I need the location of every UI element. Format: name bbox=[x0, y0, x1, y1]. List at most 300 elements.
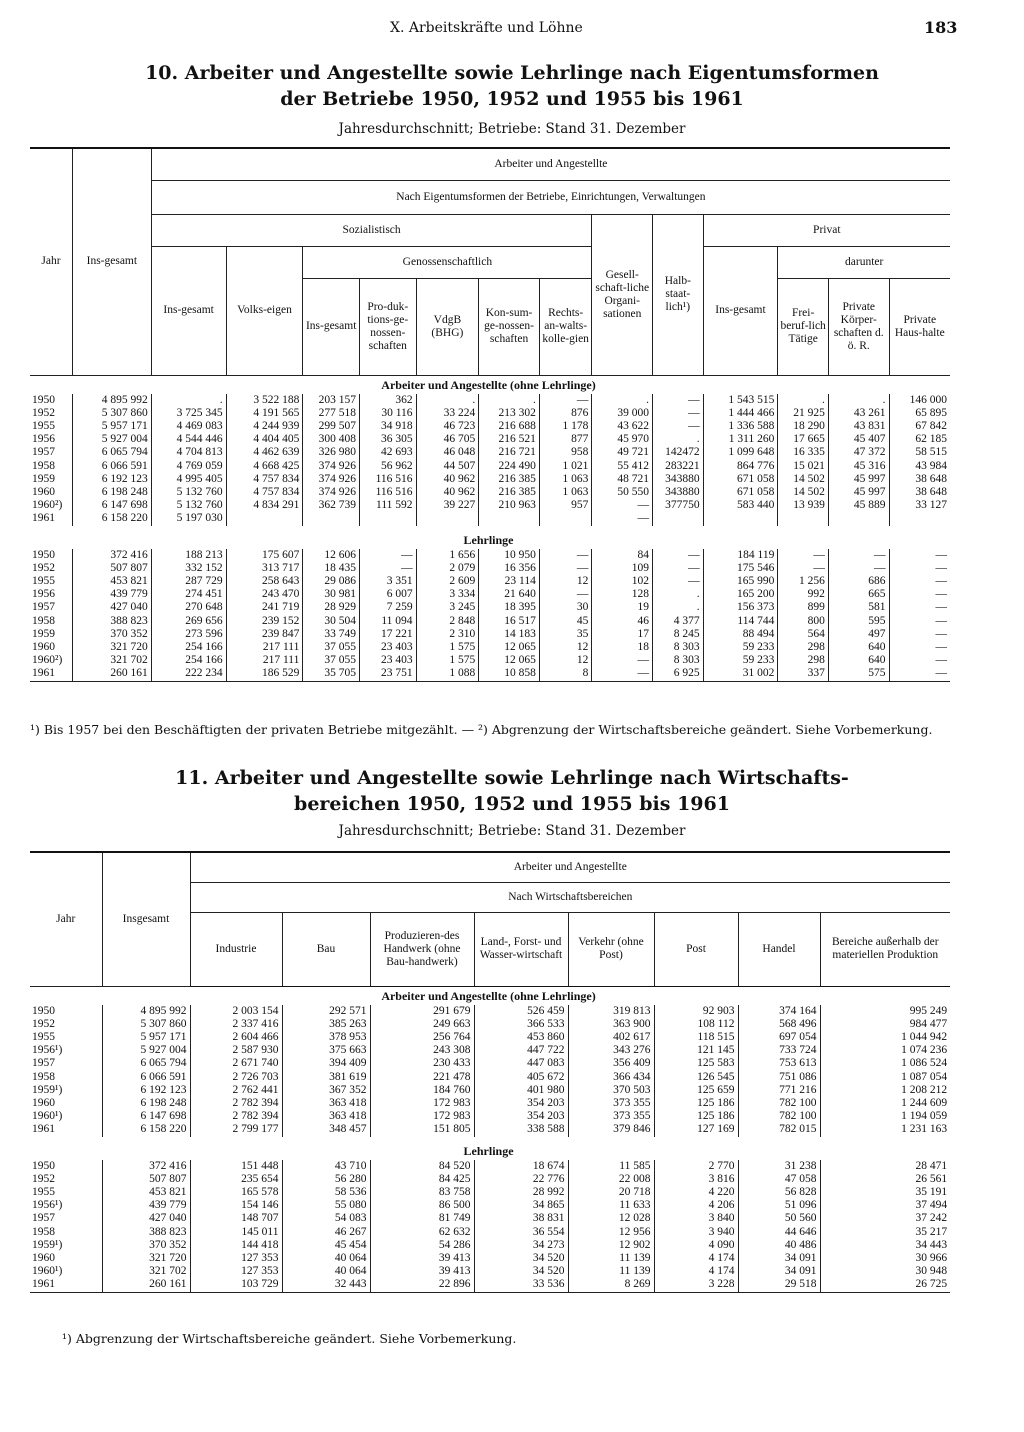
value-cell: 172 983 bbox=[370, 1110, 474, 1123]
value-cell: 21 640 bbox=[479, 588, 540, 601]
value-cell: 14 502 bbox=[778, 473, 829, 486]
value-cell bbox=[359, 512, 416, 525]
value-cell: 67 842 bbox=[889, 420, 950, 433]
year-cell: 1956¹) bbox=[32, 1044, 63, 1057]
value-cell: 33 749 bbox=[303, 628, 360, 641]
value-cell: 447 722 bbox=[474, 1044, 568, 1057]
col-soz-insgesamt: Ins-gesamt bbox=[151, 246, 226, 375]
value-cell: — bbox=[592, 654, 653, 667]
value-cell: 239 847 bbox=[226, 628, 303, 641]
value-cell: — bbox=[889, 601, 950, 614]
value-cell: 2 799 177 bbox=[190, 1123, 282, 1136]
year-cell: 1960 bbox=[32, 1096, 55, 1109]
value-cell: 4 462 639 bbox=[226, 446, 303, 459]
section-label: Arbeiter und Angestellte (ohne Lehrlinge) bbox=[381, 377, 596, 392]
value-cell: 4 469 083 bbox=[151, 420, 226, 433]
section-heading bbox=[30, 986, 950, 1005]
value-cell: 4 704 813 bbox=[151, 446, 226, 459]
value-cell: 36 554 bbox=[474, 1226, 568, 1239]
group-privat: Privat bbox=[703, 214, 950, 246]
value-cell: 84 425 bbox=[370, 1173, 474, 1186]
value-cell: 30 504 bbox=[303, 615, 360, 628]
table-row bbox=[30, 1278, 950, 1292]
value-cell: 427 040 bbox=[72, 601, 151, 614]
value-cell: 782 015 bbox=[738, 1123, 820, 1136]
value-cell: 507 807 bbox=[72, 562, 151, 575]
value-cell: 374 926 bbox=[303, 473, 360, 486]
value-cell: 5 307 860 bbox=[72, 407, 151, 420]
table-row bbox=[30, 667, 950, 681]
section-label: Lehrlinge bbox=[463, 1143, 514, 1158]
value-cell: 38 831 bbox=[474, 1212, 568, 1225]
value-cell: 45 407 bbox=[828, 433, 889, 446]
table11-title-line1: 11. Arbeiter und Angestellte sowie Lehrlinge nach Wirtschafts- bbox=[175, 767, 849, 789]
value-cell: 3 351 bbox=[359, 575, 416, 588]
value-cell: 8 303 bbox=[653, 654, 704, 667]
value-cell: 388 823 bbox=[72, 615, 151, 628]
section-heading bbox=[30, 375, 950, 394]
value-cell: 127 353 bbox=[190, 1265, 282, 1278]
year-cell: 1958 bbox=[32, 1225, 55, 1238]
value-cell: 92 903 bbox=[654, 1005, 738, 1018]
value-cell bbox=[889, 512, 950, 525]
value-cell: 37 055 bbox=[303, 641, 360, 654]
value-cell: 751 086 bbox=[738, 1071, 820, 1084]
value-cell: 59 233 bbox=[703, 654, 778, 667]
value-cell: 39 000 bbox=[592, 407, 653, 420]
value-cell: 10 950 bbox=[479, 549, 540, 562]
year-cell: 1960²) bbox=[32, 499, 63, 512]
value-cell: 239 152 bbox=[226, 615, 303, 628]
section-label: Lehrlinge bbox=[463, 532, 514, 547]
value-cell: 4 244 939 bbox=[226, 420, 303, 433]
value-cell: 507 807 bbox=[102, 1173, 190, 1186]
value-cell: 298 bbox=[778, 654, 829, 667]
year-cell: 1955 bbox=[32, 1185, 55, 1198]
value-cell: — bbox=[539, 588, 592, 601]
value-cell: 273 596 bbox=[151, 628, 226, 641]
table11-head bbox=[30, 852, 950, 986]
value-cell: 40 064 bbox=[282, 1252, 370, 1265]
value-cell: 125 659 bbox=[654, 1084, 738, 1097]
value-cell: 59 233 bbox=[703, 641, 778, 654]
value-cell: 47 372 bbox=[828, 446, 889, 459]
value-cell: 899 bbox=[778, 601, 829, 614]
table10-title bbox=[60, 60, 964, 112]
value-cell: — bbox=[592, 667, 653, 681]
value-cell: 782 100 bbox=[738, 1110, 820, 1123]
value-cell: 1 063 bbox=[539, 486, 592, 499]
value-cell: 5 132 760 bbox=[151, 499, 226, 512]
value-cell: 366 434 bbox=[568, 1071, 654, 1084]
value-cell: 49 721 bbox=[592, 446, 653, 459]
value-cell: . bbox=[592, 394, 653, 407]
value-cell: 13 939 bbox=[778, 499, 829, 512]
value-cell: 287 729 bbox=[151, 575, 226, 588]
value-cell: 28 992 bbox=[474, 1186, 568, 1199]
group-sozialistisch: Sozialistisch bbox=[151, 214, 592, 246]
value-cell: 4 220 bbox=[654, 1186, 738, 1199]
value-cell: 375 663 bbox=[282, 1044, 370, 1057]
value-cell: 213 302 bbox=[479, 407, 540, 420]
value-cell: 14 502 bbox=[778, 486, 829, 499]
col-freiberuflich: Frei-beruf-lich Tätige bbox=[778, 278, 829, 375]
year-cell: 1950 bbox=[32, 1004, 55, 1017]
value-cell: . bbox=[479, 394, 540, 407]
value-cell: 111 592 bbox=[359, 499, 416, 512]
value-cell: 343880 bbox=[653, 473, 704, 486]
year-cell: 1956 bbox=[32, 588, 55, 601]
value-cell: 10 858 bbox=[479, 667, 540, 681]
value-cell: 753 613 bbox=[738, 1057, 820, 1070]
table10-body bbox=[30, 375, 950, 681]
value-cell: 984 477 bbox=[820, 1018, 950, 1031]
value-cell: 4 757 834 bbox=[226, 473, 303, 486]
value-cell: 2 003 154 bbox=[190, 1005, 282, 1018]
value-cell: 526 459 bbox=[474, 1005, 568, 1018]
value-cell: 54 286 bbox=[370, 1239, 474, 1252]
value-cell: 34 273 bbox=[474, 1239, 568, 1252]
value-cell: 125 186 bbox=[654, 1110, 738, 1123]
col-haushalte: Private Haus-halte bbox=[889, 278, 950, 375]
table10-title-line1: 10. Arbeiter und Angestellte sowie Lehrlinge nach Eigentumsformen bbox=[145, 62, 879, 84]
value-cell: 11 633 bbox=[568, 1199, 654, 1212]
value-cell: — bbox=[828, 562, 889, 575]
year-cell: 1959¹) bbox=[32, 1238, 63, 1251]
value-cell: 65 895 bbox=[889, 407, 950, 420]
table-row bbox=[30, 1084, 950, 1097]
value-cell: 30 966 bbox=[820, 1252, 950, 1265]
table-row bbox=[30, 575, 950, 588]
table-row bbox=[30, 1057, 950, 1070]
year-cell: 1950 bbox=[32, 1159, 55, 1172]
value-cell: 125 186 bbox=[654, 1097, 738, 1110]
table-row bbox=[30, 1226, 950, 1239]
value-cell: 733 724 bbox=[738, 1044, 820, 1057]
value-cell: 151 448 bbox=[190, 1160, 282, 1173]
value-cell: 1 543 515 bbox=[703, 394, 778, 407]
value-cell: 995 249 bbox=[820, 1005, 950, 1018]
value-cell: 39 413 bbox=[370, 1252, 474, 1265]
value-cell: 18 290 bbox=[778, 420, 829, 433]
value-cell: 39 413 bbox=[370, 1265, 474, 1278]
table-row bbox=[30, 394, 950, 407]
table-row bbox=[30, 601, 950, 614]
section-heading bbox=[30, 1142, 950, 1160]
value-cell: . bbox=[778, 394, 829, 407]
value-cell: 439 779 bbox=[102, 1199, 190, 1212]
value-cell: . bbox=[653, 601, 704, 614]
value-cell: 216 521 bbox=[479, 433, 540, 446]
table-row bbox=[30, 420, 950, 433]
value-cell: — bbox=[828, 549, 889, 562]
value-cell: 32 443 bbox=[282, 1278, 370, 1292]
value-cell: 88 494 bbox=[703, 628, 778, 641]
value-cell: 50 550 bbox=[592, 486, 653, 499]
value-cell: 184 119 bbox=[703, 549, 778, 562]
col-koerperschaften: Private Körper-schaften d. ö. R. bbox=[828, 278, 889, 375]
value-cell: 374 164 bbox=[738, 1005, 820, 1018]
value-cell: 4 174 bbox=[654, 1265, 738, 1278]
value-cell: 18 395 bbox=[479, 601, 540, 614]
value-cell: 18 435 bbox=[303, 562, 360, 575]
value-cell: 12 bbox=[539, 641, 592, 654]
value-cell: 260 161 bbox=[102, 1278, 190, 1292]
value-cell: 1 231 163 bbox=[820, 1123, 950, 1136]
table-row bbox=[30, 562, 950, 575]
value-cell: 15 021 bbox=[778, 460, 829, 473]
year-cell: 1958 bbox=[32, 1070, 55, 1083]
value-cell: 1 311 260 bbox=[703, 433, 778, 446]
value-cell: 121 145 bbox=[654, 1044, 738, 1057]
value-cell: 378 953 bbox=[282, 1031, 370, 1044]
group-arbeiter-angestellte: Arbeiter und Angestellte bbox=[151, 148, 950, 180]
year-cell: 1961 bbox=[30, 1278, 102, 1292]
value-cell: 5 197 030 bbox=[151, 512, 226, 525]
value-cell: 55 080 bbox=[282, 1199, 370, 1212]
value-cell: 45 997 bbox=[828, 486, 889, 499]
value-cell bbox=[303, 512, 360, 525]
value-cell: 3 245 bbox=[416, 601, 479, 614]
value-cell: 30 981 bbox=[303, 588, 360, 601]
value-cell: 216 385 bbox=[479, 473, 540, 486]
value-cell: 1 256 bbox=[778, 575, 829, 588]
value-cell: 127 353 bbox=[190, 1252, 282, 1265]
value-cell: . bbox=[653, 588, 704, 601]
value-cell: 583 440 bbox=[703, 499, 778, 512]
table-row bbox=[30, 654, 950, 667]
value-cell: 12 902 bbox=[568, 1239, 654, 1252]
value-cell: 370 352 bbox=[72, 628, 151, 641]
value-cell: 2 671 740 bbox=[190, 1057, 282, 1070]
value-cell: 29 518 bbox=[738, 1278, 820, 1292]
table11-title-line2: bereichen 1950, 1952 und 1955 bis 1961 bbox=[294, 793, 730, 815]
value-cell: 5 927 004 bbox=[102, 1044, 190, 1057]
value-cell bbox=[828, 512, 889, 525]
table10 bbox=[30, 147, 950, 682]
table-row bbox=[30, 499, 950, 512]
value-cell: — bbox=[653, 549, 704, 562]
value-cell: 38 648 bbox=[889, 486, 950, 499]
year-cell: 1961 bbox=[32, 512, 55, 525]
value-cell: 370 503 bbox=[568, 1084, 654, 1097]
value-cell: 20 718 bbox=[568, 1186, 654, 1199]
value-cell: 343 276 bbox=[568, 1044, 654, 1057]
value-cell: 12 956 bbox=[568, 1226, 654, 1239]
value-cell: 235 654 bbox=[190, 1173, 282, 1186]
value-cell: 1 087 054 bbox=[820, 1071, 950, 1084]
value-cell: 241 719 bbox=[226, 601, 303, 614]
value-cell: 12 606 bbox=[303, 549, 360, 562]
value-cell: 564 bbox=[778, 628, 829, 641]
table-row bbox=[30, 1239, 950, 1252]
value-cell: 54 083 bbox=[282, 1212, 370, 1225]
value-cell: 34 520 bbox=[474, 1252, 568, 1265]
value-cell: 321 702 bbox=[72, 654, 151, 667]
value-cell: 46 705 bbox=[416, 433, 479, 446]
value-cell: 3 816 bbox=[654, 1173, 738, 1186]
value-cell: 203 157 bbox=[303, 394, 360, 407]
value-cell: 6 007 bbox=[359, 588, 416, 601]
value-cell: 40 486 bbox=[738, 1239, 820, 1252]
value-cell: 62 185 bbox=[889, 433, 950, 446]
table-row bbox=[30, 1173, 950, 1186]
value-cell: 30 116 bbox=[359, 407, 416, 420]
table-row bbox=[30, 1044, 950, 1057]
value-cell: 4 769 059 bbox=[151, 460, 226, 473]
value-cell: 6 158 220 bbox=[102, 1123, 190, 1136]
value-cell: 6 066 591 bbox=[102, 1071, 190, 1084]
value-cell: — bbox=[539, 549, 592, 562]
value-cell: 45 889 bbox=[828, 499, 889, 512]
value-cell: 12 028 bbox=[568, 1212, 654, 1225]
col-volkseigen: Volks-eigen bbox=[226, 246, 303, 375]
value-cell: 17 665 bbox=[778, 433, 829, 446]
value-cell: 254 166 bbox=[151, 654, 226, 667]
value-cell: 958 bbox=[539, 446, 592, 459]
value-cell: 175 546 bbox=[703, 562, 778, 575]
table-row bbox=[30, 486, 950, 499]
value-cell: — bbox=[592, 499, 653, 512]
value-cell: 6 065 794 bbox=[102, 1057, 190, 1070]
table11-title bbox=[60, 765, 964, 817]
value-cell: 217 111 bbox=[226, 641, 303, 654]
value-cell: 697 054 bbox=[738, 1031, 820, 1044]
value-cell: 165 200 bbox=[703, 588, 778, 601]
value-cell: 354 203 bbox=[474, 1110, 568, 1123]
col-rechtsanwalt: Rechts-an-walts-kolle-gien bbox=[539, 278, 592, 375]
value-cell: — bbox=[889, 575, 950, 588]
value-cell: 21 925 bbox=[778, 407, 829, 420]
value-cell: — bbox=[889, 641, 950, 654]
value-cell: 4 404 405 bbox=[226, 433, 303, 446]
value-cell: 46 267 bbox=[282, 1226, 370, 1239]
col-handel: Handel bbox=[738, 912, 820, 986]
value-cell: 40 962 bbox=[416, 473, 479, 486]
value-cell: — bbox=[653, 575, 704, 588]
value-cell: 370 352 bbox=[102, 1239, 190, 1252]
value-cell: 1 021 bbox=[539, 460, 592, 473]
value-cell: 332 152 bbox=[151, 562, 226, 575]
value-cell bbox=[703, 512, 778, 525]
year-cell: 1955 bbox=[32, 419, 55, 432]
year-cell: 1950 bbox=[32, 548, 55, 561]
value-cell: 6 925 bbox=[653, 667, 704, 681]
value-cell: 5 957 171 bbox=[72, 420, 151, 433]
value-cell: 35 705 bbox=[303, 667, 360, 681]
value-cell: 2 848 bbox=[416, 615, 479, 628]
value-cell: 2 762 441 bbox=[190, 1084, 282, 1097]
value-cell: — bbox=[653, 420, 704, 433]
year-cell: 1952 bbox=[32, 406, 55, 419]
value-cell: 39 227 bbox=[416, 499, 479, 512]
value-cell: 348 457 bbox=[282, 1123, 370, 1136]
value-cell: 186 529 bbox=[226, 667, 303, 681]
value-cell: 58 536 bbox=[282, 1186, 370, 1199]
value-cell: 42 693 bbox=[359, 446, 416, 459]
value-cell: 671 058 bbox=[703, 486, 778, 499]
table-row bbox=[30, 615, 950, 628]
value-cell: — bbox=[889, 562, 950, 575]
value-cell: — bbox=[889, 588, 950, 601]
group-arbeiter-angestellte: Arbeiter und Angestellte bbox=[190, 852, 950, 882]
value-cell: 640 bbox=[828, 654, 889, 667]
value-cell: 394 409 bbox=[282, 1057, 370, 1070]
col-ausserhalb: Bereiche außerhalb der materiellen Produktion bbox=[820, 912, 950, 986]
value-cell: . bbox=[151, 394, 226, 407]
value-cell: 373 355 bbox=[568, 1097, 654, 1110]
value-cell: 3 940 bbox=[654, 1226, 738, 1239]
value-cell: 18 bbox=[592, 641, 653, 654]
value-cell: 1 575 bbox=[416, 641, 479, 654]
value-cell: 224 490 bbox=[479, 460, 540, 473]
table-row bbox=[30, 1212, 950, 1225]
table-row bbox=[30, 1252, 950, 1265]
col-jahr: Jahr bbox=[30, 148, 72, 375]
col-insgesamt: Insgesamt bbox=[102, 852, 190, 986]
group-wirtschaftsbereiche: Nach Wirtschaftsbereichen bbox=[190, 882, 950, 912]
value-cell: 144 418 bbox=[190, 1239, 282, 1252]
value-cell: — bbox=[359, 562, 416, 575]
year-cell: 1960 bbox=[32, 485, 55, 498]
value-cell: 31 238 bbox=[738, 1160, 820, 1173]
value-cell: 127 169 bbox=[654, 1123, 738, 1136]
value-cell: 354 203 bbox=[474, 1097, 568, 1110]
value-cell bbox=[778, 512, 829, 525]
value-cell: . bbox=[416, 394, 479, 407]
page-number: 183 bbox=[924, 18, 958, 37]
value-cell: . bbox=[653, 433, 704, 446]
value-cell: 374 926 bbox=[303, 486, 360, 499]
value-cell: 277 518 bbox=[303, 407, 360, 420]
value-cell: 3 334 bbox=[416, 588, 479, 601]
value-cell: 103 729 bbox=[190, 1278, 282, 1292]
value-cell: 47 058 bbox=[738, 1173, 820, 1186]
value-cell: 1 074 236 bbox=[820, 1044, 950, 1057]
value-cell: 12 bbox=[539, 654, 592, 667]
value-cell: 2 604 466 bbox=[190, 1031, 282, 1044]
value-cell: 145 011 bbox=[190, 1226, 282, 1239]
value-cell: 116 516 bbox=[359, 473, 416, 486]
value-cell: 4 191 565 bbox=[226, 407, 303, 420]
col-vdgb: VdgB (BHG) bbox=[416, 278, 479, 375]
year-cell: 1960¹) bbox=[32, 1265, 63, 1278]
value-cell: 34 918 bbox=[359, 420, 416, 433]
value-cell: 16 356 bbox=[479, 562, 540, 575]
value-cell: 362 bbox=[359, 394, 416, 407]
value-cell: 37 242 bbox=[820, 1212, 950, 1225]
value-cell: 46 048 bbox=[416, 446, 479, 459]
year-cell: 1957 bbox=[32, 446, 55, 459]
value-cell: 33 127 bbox=[889, 499, 950, 512]
value-cell: 62 632 bbox=[370, 1226, 474, 1239]
value-cell: 8 bbox=[539, 667, 592, 681]
value-cell: 102 bbox=[592, 575, 653, 588]
value-cell: 222 234 bbox=[151, 667, 226, 681]
value-cell: 366 533 bbox=[474, 1018, 568, 1031]
value-cell: 142472 bbox=[653, 446, 704, 459]
value-cell: 23 751 bbox=[359, 667, 416, 681]
value-cell: 43 984 bbox=[889, 460, 950, 473]
value-cell: 439 779 bbox=[72, 588, 151, 601]
value-cell: 4 834 291 bbox=[226, 499, 303, 512]
value-cell: 363 418 bbox=[282, 1110, 370, 1123]
year-cell: 1956¹) bbox=[32, 1199, 63, 1212]
value-cell: 11 139 bbox=[568, 1252, 654, 1265]
value-cell: 1 099 648 bbox=[703, 446, 778, 459]
value-cell: 326 980 bbox=[303, 446, 360, 459]
value-cell: 86 500 bbox=[370, 1199, 474, 1212]
